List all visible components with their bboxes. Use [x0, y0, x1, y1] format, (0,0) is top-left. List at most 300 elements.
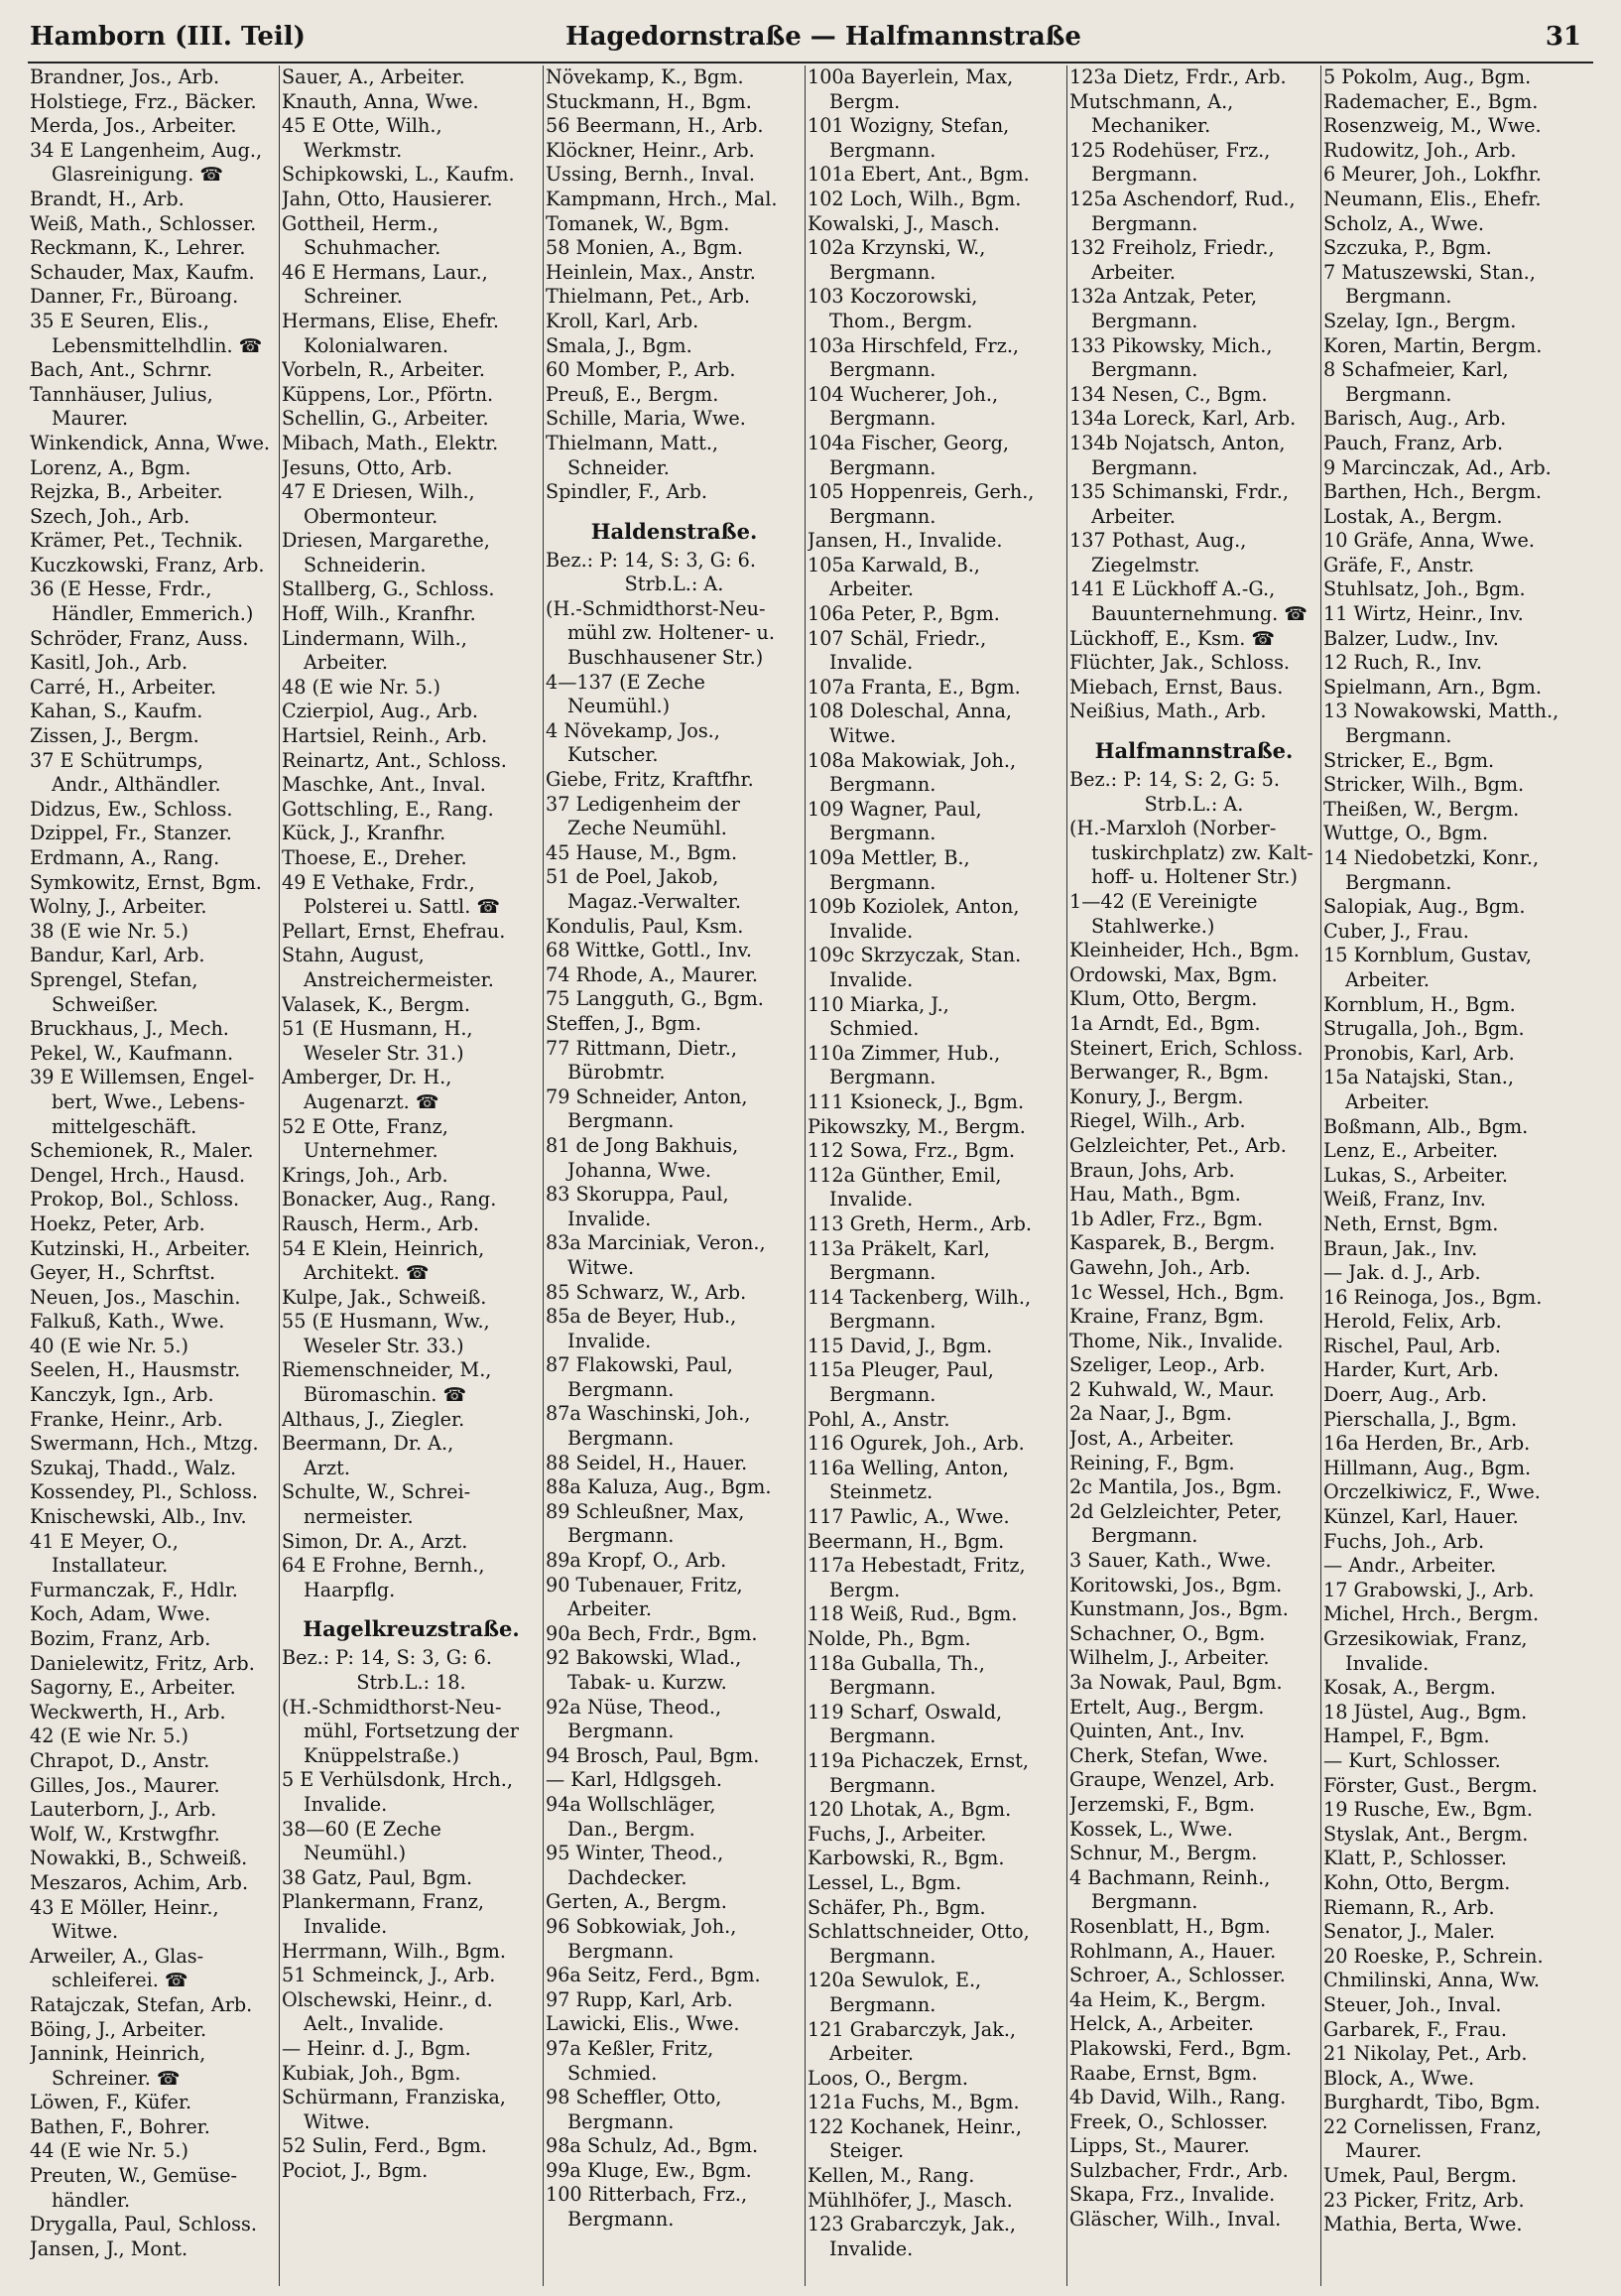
entry-continuation: Knüppelstraße.) [304, 1743, 460, 1767]
entry-continuation: Bergmann. [567, 2208, 675, 2232]
directory-entry: Schauder, Max, Kaufm. [30, 260, 255, 284]
directory-entry: Riegel, Wilh., Arb. [1069, 1109, 1246, 1133]
directory-entry: — Heinr. d. J., Bgm. [282, 2036, 471, 2060]
directory-entry: 11 Wirtz, Heinr., Inv. [1323, 602, 1524, 626]
entry-continuation: Arbeiter. [304, 651, 389, 675]
directory-entry: 17 Grabowski, J., Arb. [1323, 1578, 1535, 1601]
directory-entry: Helck, A., Arbeiter. [1069, 2012, 1254, 2036]
directory-entry: 96a Seitz, Ferd., Bgm. [546, 1964, 761, 1987]
directory-entry: 119a Pichaczek, Ernst, [808, 1748, 1029, 1772]
entry-continuation: Invalide. [829, 651, 914, 675]
directory-entry: 112a Günther, Emil, [808, 1163, 1002, 1187]
directory-entry: Freek, O., Schlosser. [1069, 2109, 1269, 2133]
directory-entry: — Karl, Hdlgsgeh. [546, 1768, 722, 1792]
entry-continuation: Bergmann. [1091, 163, 1198, 187]
directory-entry: Jost, A., Arbeiter. [1069, 1427, 1235, 1451]
entry-continuation: Unternehmer. [304, 1139, 438, 1163]
directory-entry: Quinten, Ant., Inv. [1069, 1720, 1246, 1743]
directory-entry: Zissen, J., Bergm. [30, 724, 199, 748]
entry-continuation: Händler, Emmerich.) [52, 602, 254, 626]
entry-continuation: Schuhmacher. [304, 236, 441, 260]
directory-entry: 120 Lhotak, A., Bgm. [808, 1798, 1012, 1822]
directory-entry: Garbarek, F., Frau. [1323, 2017, 1508, 2041]
column-5 [1067, 65, 1321, 2286]
directory-entry: Styslak, Ant., Bergm. [1323, 1822, 1529, 1846]
entry-continuation: Weseler Str. 31.) [304, 1041, 464, 1065]
directory-entry: Lorenz, A., Bgm. [30, 455, 191, 479]
directory-entry: Kossek, L., Wwe. [1069, 1817, 1233, 1841]
directory-entry: Chrapot, D., Anstr. [30, 1748, 210, 1772]
entry-continuation: Bergmann. [829, 260, 936, 284]
directory-entry: Seelen, H., Hausmstr. [30, 1358, 241, 1382]
directory-entry: Kampmann, Hrch., Mal. [546, 187, 778, 210]
directory-entry: Skapa, Frz., Invalide. [1069, 2183, 1276, 2207]
directory-entry: Gräfe, F., Anstr. [1323, 553, 1475, 576]
directory-entry: 113 Greth, Herm., Arb. [808, 1212, 1033, 1235]
entry-continuation: Johanna, Wwe. [567, 1158, 711, 1182]
directory-entry: Kornblum, H., Bgm. [1323, 992, 1516, 1016]
entry-continuation: Bergm. [829, 1578, 901, 1601]
directory-entry: Pronobis, Karl, Arb. [1323, 1041, 1515, 1065]
directory-entry: Kasitl, Joh., Arb. [30, 651, 188, 675]
directory-entry: Kondulis, Paul, Ksm. [546, 914, 744, 938]
directory-entry: Pekel, W., Kaufmann. [30, 1041, 234, 1065]
directory-entry: Stricker, E., Bgm. [1323, 748, 1495, 772]
directory-entry: Szeliger, Leop., Arb. [1069, 1353, 1266, 1377]
entry-continuation: Schweißer. [52, 992, 159, 1016]
directory-entry: Rademacher, E., Bgm. [1323, 89, 1539, 113]
directory-entry: Arweiler, A., Glas- [30, 1944, 204, 1968]
entry-continuation: Bergmann. [829, 1992, 936, 2016]
directory-entry: 88 Seidel, H., Hauer. [546, 1451, 748, 1474]
entry-continuation: Steiger. [829, 2139, 905, 2163]
entry-continuation: Bergmann. [1091, 211, 1198, 235]
entry-continuation: Invalide. [829, 2236, 914, 2260]
directory-entry: Klatt, P., Schlosser. [1323, 1847, 1507, 1870]
directory-entry: 36 (E Hesse, Frdr., [30, 577, 212, 601]
directory-entry: Hartsiel, Reinh., Arb. [282, 724, 488, 748]
directory-entry: 40 (E wie Nr. 5.) [30, 1334, 188, 1357]
directory-entry: Brandt, H., Arb. [30, 187, 185, 210]
directory-entry: 64 E Frohne, Bernh., [282, 1554, 485, 1578]
directory-entry: Herrmann, Wilh., Bgm. [282, 1939, 506, 1963]
directory-entry: Michel, Hrch., Bergm. [1323, 1602, 1540, 1626]
directory-entry: Schlattschneider, Otto, [808, 1920, 1030, 1944]
directory-entry: 47 E Driesen, Wilh., [282, 480, 475, 504]
directory-entry: 125 Rodehüser, Frz., [1069, 138, 1271, 162]
entry-continuation: Lebensmittelhdlin. ☎ [52, 333, 263, 357]
directory-entry: Grzesikowiak, Franz, [1323, 1627, 1528, 1650]
directory-entry: Kraine, Franz, Bgm. [1069, 1305, 1265, 1329]
directory-entry: Bez.: P: 14, S: 3, G: 6. [282, 1646, 492, 1670]
directory-entry: 42 (E wie Nr. 5.) [30, 1724, 188, 1748]
directory-entry: 104 Wucherer, Joh., [808, 382, 999, 406]
directory-entry: 98a Schulz, Ad., Bgm. [546, 2134, 759, 2158]
directory-entry: Jannink, Heinrich, [30, 2042, 206, 2066]
directory-entry: 48 (E wie Nr. 5.) [282, 675, 440, 699]
directory-entry: Kellen, M., Rang. [808, 2164, 975, 2188]
directory-entry: Lipps, St., Maurer. [1069, 2134, 1250, 2158]
directory-entry: Raabe, Ernst, Bgm. [1069, 2061, 1258, 2085]
directory-entry: Pauch, Franz, Arb. [1323, 431, 1504, 454]
directory-entry: 120a Sewulok, E., [808, 1969, 982, 1992]
entry-continuation: Bergmann. [829, 504, 936, 528]
directory-entry: Graupe, Wenzel, Arb. [1069, 1768, 1276, 1792]
directory-entry: 14 Niedobetzki, Konr., [1323, 846, 1540, 869]
entry-continuation: Bergmann. [829, 822, 936, 845]
entry-continuation: Arbeiter. [829, 2042, 915, 2066]
directory-entry: 22 Cornelissen, Franz, [1323, 2114, 1543, 2138]
directory-entry: Pikowszky, M., Bergm. [808, 1114, 1026, 1138]
directory-entry: Pohl, A., Anstr. [808, 1407, 950, 1431]
directory-entry: 15a Natajski, Stan., [1323, 1066, 1514, 1089]
entry-continuation: Schreiner. ☎ [52, 2066, 181, 2090]
directory-entry: Carré, H., Arbeiter. [30, 675, 217, 699]
directory-entry: Scholz, A., Wwe. [1323, 211, 1484, 235]
directory-entry: Koch, Adam, Wwe. [30, 1602, 211, 1626]
directory-entry: Fuchs, Joh., Arb. [1323, 1529, 1485, 1553]
directory-entry: Salopiak, Aug., Bgm. [1323, 895, 1526, 919]
directory-entry: Preuten, W., Gemüse- [30, 2164, 237, 2188]
directory-entry: Spindler, F., Arb. [546, 480, 707, 504]
directory-entry: Barisch, Aug., Arb. [1323, 407, 1507, 431]
directory-entry: 112 Sowa, Frz., Bgm. [808, 1139, 1016, 1163]
directory-entry: Knauth, Anna, Wwe. [282, 89, 479, 113]
directory-entry: Gawehn, Joh., Arb. [1069, 1255, 1251, 1279]
entry-continuation: Bergmann. [567, 2109, 675, 2133]
directory-entry: 43 E Möller, Heinr., [30, 1895, 219, 1919]
directory-entry: Boßmann, Alb., Bgm. [1323, 1114, 1529, 1138]
entry-continuation: Bergm. [829, 89, 901, 113]
directory-entry: Erdmann, A., Rang. [30, 846, 220, 869]
entry-continuation: Schmied. [829, 1017, 920, 1041]
directory-entry: 134 Nesen, C., Bgm. [1069, 382, 1268, 406]
directory-entry: 100a Bayerlein, Max, [808, 65, 1014, 88]
entry-continuation: Bergmann. [567, 1377, 675, 1401]
entry-continuation: Arbeiter. [829, 577, 915, 601]
entry-continuation: Bergmann. [829, 358, 936, 382]
directory-entry: Ordowski, Max, Bgm. [1069, 962, 1278, 986]
entry-continuation: Bergmann. [567, 1524, 675, 1548]
directory-entry: 118 Weiß, Rud., Bgm. [808, 1602, 1018, 1626]
column-2 [280, 65, 544, 2286]
directory-entry: Sulzbacher, Frdr., Arb. [1069, 2158, 1289, 2182]
directory-entry: 92a Nüse, Theod., [546, 1695, 722, 1719]
entry-continuation: Arbeiter. [567, 1597, 653, 1621]
directory-entry: Weckwerth, H., Arb. [30, 1700, 226, 1723]
directory-entry: Hau, Math., Bgm. [1069, 1183, 1241, 1207]
entry-continuation: Bergmann. [829, 1676, 936, 1700]
directory-entry: 85a de Beyer, Hub., [546, 1305, 737, 1329]
directory-entry: Reinartz, Ant., Schloss. [282, 748, 507, 772]
directory-entry: 85 Schwarz, W., Arb. [546, 1280, 747, 1304]
directory-entry: Strb.L.: 18. [356, 1671, 466, 1694]
directory-entry: 44 (E wie Nr. 5.) [30, 2139, 188, 2163]
directory-entry: 134a Loreck, Karl, Arb. [1069, 407, 1297, 431]
entry-continuation: Witwe. [52, 1920, 119, 1944]
directory-entry: Doerr, Aug., Arb. [1323, 1383, 1487, 1407]
directory-entry: 4b David, Wilh., Rang. [1069, 2086, 1287, 2109]
directory-entry: 19 Rusche, Ew., Bgm. [1323, 1798, 1533, 1822]
directory-entry: Thome, Nik., Invalide. [1069, 1329, 1284, 1352]
entry-continuation: mühl, Fortsetzung der [304, 1720, 519, 1743]
directory-entry: 132 Freiholz, Friedr., [1069, 236, 1275, 260]
directory-entry: 119 Scharf, Oswald, [808, 1700, 1003, 1723]
directory-entry: Ertelt, Aug., Bergm. [1069, 1695, 1265, 1719]
directory-entry: Braun, Johs, Arb. [1069, 1158, 1235, 1182]
directory-entry: Danielewitz, Fritz, Arb. [30, 1651, 255, 1675]
directory-entry: Simon, Dr. A., Arzt. [282, 1529, 468, 1553]
directory-entry: Rosenzweig, M., Wwe. [1323, 114, 1542, 138]
entry-continuation: Mechaniker. [1091, 114, 1211, 138]
directory-entry: 94a Wollschläger, [546, 1792, 716, 1816]
entry-continuation: Invalide. [829, 919, 914, 943]
entry-continuation: Bergmann. [829, 773, 936, 797]
directory-entry: Strugalla, Joh., Bgm. [1323, 1017, 1525, 1041]
directory-entry: Spielmann, Arn., Bgm. [1323, 675, 1542, 699]
directory-entry: Kubiak, Joh., Bgm. [282, 2061, 461, 2085]
directory-entry: Kosak, A., Bergm. [1323, 1676, 1496, 1700]
directory-entry: 1a Arndt, Ed., Bgm. [1069, 1011, 1261, 1035]
directory-entry: 115a Pleuger, Paul, [808, 1358, 994, 1382]
directory-entry: Schäfer, Ph., Bgm. [808, 1895, 986, 1919]
directory-entry: Löwen, F., Küfer. [30, 2091, 192, 2114]
directory-entry: Harder, Kurt, Arb. [1323, 1358, 1500, 1382]
directory-entry: — Jak. d. J., Arb. [1323, 1261, 1481, 1285]
entry-continuation: bert, Wwe., Lebens- [52, 1089, 245, 1113]
directory-entry: 16 Reinoga, Jos., Bgm. [1323, 1285, 1543, 1309]
directory-entry: Mühlhöfer, J., Masch. [808, 2188, 1013, 2212]
directory-entry: Sprengel, Stefan, [30, 967, 198, 991]
directory-entry: 54 E Klein, Heinrich, [282, 1236, 485, 1260]
directory-entry: Maschke, Ant., Inval. [282, 773, 486, 797]
entry-continuation: Arzt. [304, 1456, 350, 1479]
directory-entry: 4 Növekamp, Jos., [546, 718, 720, 742]
directory-entry: 108 Doleschal, Anna, [808, 700, 1012, 723]
directory-entry: Konury, J., Bergm. [1069, 1084, 1244, 1108]
directory-entry: Driesen, Margarethe, [282, 529, 490, 553]
directory-entry: 97a Keßler, Fritz, [546, 2036, 714, 2060]
entry-continuation: Schmied. [567, 2061, 658, 2085]
entry-continuation: Arbeiter. [1091, 504, 1177, 528]
directory-entry: 51 Schmeinck, J., Arb. [282, 1964, 496, 1987]
directory-entry: Steinert, Erich, Schloss. [1069, 1036, 1304, 1060]
entry-continuation: mittelgeschäft. [52, 1114, 197, 1138]
directory-entry: 37 Ledigenheim der [546, 792, 740, 816]
entry-continuation: Bergmann. [829, 870, 936, 894]
directory-entry: 23 Picker, Fritz, Arb. [1323, 2188, 1525, 2212]
directory-entry: 107 Schäl, Friedr., [808, 626, 987, 650]
directory-entry: 75 Langguth, G., Bgm. [546, 987, 764, 1011]
directory-entry: 137 Pothast, Aug., [1069, 529, 1247, 553]
directory-entry: 101 Wozigny, Stefan, [808, 114, 1010, 138]
directory-entry: Stahn, August, [282, 944, 425, 967]
directory-entry: Tannhäuser, Julius, [30, 382, 213, 406]
directory-entry: Riemann, R., Arb. [1323, 1895, 1495, 1919]
directory-entry: Wolny, J., Arbeiter. [30, 895, 207, 919]
entry-continuation: Bergmann. [1091, 455, 1198, 479]
directory-entry: 1—42 (E Vereinigte [1069, 890, 1258, 913]
entry-continuation: Dan., Bergm. [567, 1817, 695, 1841]
directory-entry: Barthen, Hch., Bergm. [1323, 480, 1543, 504]
directory-entry: Meszaros, Achim, Arb. [30, 1870, 249, 1894]
columns [28, 65, 1601, 2286]
directory-entry: — Kurt, Schlosser. [1323, 1748, 1501, 1772]
entry-continuation: Schneiderin. [304, 553, 427, 576]
directory-entry: 12 Ruch, R., Inv. [1323, 651, 1482, 675]
entry-continuation: Bergmann. [567, 1939, 675, 1963]
directory-entry: 100 Ritterbach, Frz., [546, 2183, 748, 2207]
directory-entry: Rudowitz, Joh., Arb. [1323, 138, 1517, 162]
directory-entry: 8 Schafmeier, Karl, [1323, 358, 1509, 382]
directory-entry: 3 Sauer, Kath., Wwe. [1069, 1549, 1272, 1573]
directory-entry: Neumann, Elis., Ehefr. [1323, 187, 1542, 210]
directory-entry: Jansen, J., Mont. [30, 2236, 188, 2260]
directory-entry: Loos, O., Bergm. [808, 2066, 968, 2090]
directory-entry: 34 E Langenheim, Aug., [30, 138, 263, 162]
street-heading: Haldenstraße. [590, 518, 758, 544]
directory-entry: Szech, Joh., Arb. [30, 504, 190, 528]
directory-entry: Jahn, Otto, Hausierer. [282, 187, 493, 210]
directory-entry: 15 Kornblum, Gustav, [1323, 944, 1532, 967]
entry-continuation: Andr., Althändler. [52, 773, 221, 797]
directory-entry: Förster, Gust., Bergm. [1323, 1773, 1538, 1797]
directory-entry: 2 Kuhwald, W., Maur. [1069, 1377, 1275, 1401]
directory-entry: Fuchs, J., Arbeiter. [808, 1822, 987, 1846]
entry-continuation: Installateur. [52, 1554, 169, 1578]
directory-entry: Mibach, Math., Elektr. [282, 431, 499, 454]
entry-continuation: Kolonialwaren. [304, 333, 448, 357]
header-rule [28, 62, 1593, 64]
directory-entry: Steuer, Joh., Inval. [1323, 1992, 1502, 2016]
directory-entry: 37 E Schütrumps, [30, 748, 203, 772]
directory-entry: 41 E Meyer, O., [30, 1529, 179, 1553]
directory-entry: Ussing, Bernh., Inval. [546, 163, 755, 187]
directory-entry: Rohlmann, A., Hauer. [1069, 1939, 1277, 1963]
directory-entry: 87 Flakowski, Paul, [546, 1353, 733, 1377]
directory-entry: Mathia, Berta, Wwe. [1323, 2213, 1523, 2236]
directory-entry: (H.-Schmidthorst-Neu- [546, 596, 766, 620]
entry-continuation: Augenarzt. ☎ [304, 1089, 439, 1113]
street-heading: Halfmannstraße. [1094, 738, 1294, 764]
directory-entry: 98 Scheffler, Otto, [546, 2086, 722, 2109]
directory-entry: Növekamp, K., Bgm. [546, 65, 744, 88]
directory-entry: Wolf, W., Krstwgfhr. [30, 1822, 220, 1846]
entry-continuation: Anstreichermeister. [304, 967, 494, 991]
directory-entry: Herold, Felix, Arb. [1323, 1310, 1502, 1334]
directory-entry: Bonacker, Aug., Rang. [282, 1188, 497, 1212]
entry-continuation: Büromaschin. ☎ [304, 1383, 467, 1407]
header-street-range: Hagedornstraße — Halfmannstraße [565, 22, 1081, 52]
directory-entry: Orczelkiwicz, F., Wwe. [1323, 1480, 1541, 1504]
entry-continuation: Magaz.-Verwalter. [567, 890, 741, 913]
directory-entry: Kunstmann, Jos., Bgm. [1069, 1597, 1289, 1621]
directory-entry: Koritowski, Jos., Bgm. [1069, 1573, 1283, 1596]
directory-entry: 52 Sulin, Ferd., Bgm. [282, 2134, 487, 2158]
directory-entry: 52 E Otte, Franz, [282, 1114, 448, 1138]
directory-entry: Tomanek, W., Bgm. [546, 211, 730, 235]
header-left: Hamborn (III. Teil) [30, 22, 306, 52]
directory-entry: Furmanczak, F., Hdlr. [30, 1578, 238, 1601]
directory-entry: Jesuns, Otto, Arb. [282, 455, 452, 479]
directory-entry: 9 Marcinczak, Ad., Arb. [1323, 455, 1552, 479]
street-heading: Hagelkreuzstraße. [303, 1616, 520, 1642]
directory-entry: Kulpe, Jak., Schweiß. [282, 1285, 487, 1309]
directory-entry: Hoekz, Peter, Arb. [30, 1212, 205, 1235]
directory-entry: 4 Bachmann, Reinh., [1069, 1865, 1271, 1889]
directory-entry: Weiß, Math., Schlosser. [30, 211, 257, 235]
directory-entry: 51 de Poel, Jakob, [546, 865, 719, 889]
directory-entry: Lenz, E., Arbeiter. [1323, 1139, 1499, 1163]
directory-entry: Lostak, A., Bergm. [1323, 504, 1503, 528]
directory-entry: Schachner, O., Bgm. [1069, 1621, 1266, 1645]
entry-continuation: Tabak- u. Kurzw. [567, 1671, 727, 1694]
directory-entry: Gilles, Jos., Maurer. [30, 1773, 220, 1797]
directory-entry: Krings, Joh., Arb. [282, 1163, 448, 1187]
entry-continuation: Invalide. [567, 1207, 652, 1230]
directory-entry: Szukaj, Thadd., Walz. [30, 1456, 237, 1479]
entry-continuation: Glasreinigung. ☎ [52, 163, 224, 187]
entry-continuation: nermeister. [304, 1505, 414, 1529]
directory-entry: 13 Nowakowski, Matth., [1323, 700, 1559, 723]
entry-continuation: Schneider. [567, 455, 670, 479]
directory-entry: Kahan, S., Kaufm. [30, 700, 203, 723]
directory-entry: Weiß, Franz, Inv. [1323, 1188, 1486, 1212]
directory-entry: 106a Peter, P., Bgm. [808, 602, 1000, 626]
directory-entry: 109a Mettler, B., [808, 846, 970, 869]
directory-entry: 115 David, J., Bgm. [808, 1334, 993, 1357]
directory-entry: 38—60 (E Zeche [282, 1817, 441, 1841]
directory-entry: 122 Kochanek, Heinr., [808, 2114, 1023, 2138]
entry-continuation: Invalide. [567, 1329, 652, 1352]
entry-continuation: Invalide. [829, 967, 914, 991]
directory-entry: Schulte, W., Schrei- [282, 1480, 471, 1504]
directory-entry: Senator, J., Maler. [1323, 1920, 1496, 1944]
entry-continuation: Bergmann. [829, 1944, 936, 1968]
directory-entry: 49 E Vethake, Frdr., [282, 870, 475, 894]
directory-entry: 107a Franta, E., Bgm. [808, 675, 1021, 699]
entry-continuation: Arbeiter. [1091, 260, 1177, 284]
directory-entry: Beermann, H., Bgm. [808, 1529, 1005, 1553]
directory-entry: 113a Präkelt, Karl, [808, 1236, 990, 1260]
directory-entry: 141 E Lückhoff A.-G., [1069, 577, 1276, 601]
directory-entry: 117a Hebestadt, Fritz, [808, 1554, 1026, 1578]
entry-continuation: Bauunternehmung. ☎ [1091, 602, 1309, 626]
directory-entry: 102a Krzynski, W., [808, 236, 986, 260]
directory-entry: Schipkowski, L., Kaufm. [282, 163, 515, 187]
directory-entry: 121a Fuchs, M., Bgm. [808, 2091, 1020, 2114]
directory-entry: Sagorny, E., Arbeiter. [30, 1676, 236, 1700]
directory-entry: 16a Herden, Br., Arb. [1323, 1432, 1531, 1456]
directory-entry: Schröder, Franz, Auss. [30, 626, 249, 650]
directory-entry: Sauer, A., Arbeiter. [282, 65, 465, 88]
column-1 [28, 65, 280, 2286]
entry-continuation: Buschhausener Str.) [567, 646, 764, 670]
entry-continuation: Neumühl.) [304, 1842, 407, 1865]
directory-entry: 135 Schimanski, Frdr., [1069, 480, 1289, 504]
directory-entry: Kück, J., Kranfhr. [282, 822, 446, 845]
directory-entry: Kohn, Otto, Bergm. [1323, 1870, 1511, 1894]
directory-entry: (H.-Schmidthorst-Neu- [282, 1695, 502, 1719]
directory-entry: 104a Fischer, Georg, [808, 431, 1009, 454]
directory-entry: Hampel, F., Bgm. [1323, 1724, 1490, 1748]
directory-entry: Stuhlsatz, Joh., Bgm. [1323, 577, 1526, 601]
directory-entry: Kossendey, Pl., Schloss. [30, 1480, 258, 1504]
directory-entry: 116a Welling, Anton, [808, 1456, 1009, 1479]
directory-entry: Krämer, Pet., Technik. [30, 529, 244, 553]
entry-continuation: Bergmann. [1091, 1890, 1198, 1914]
directory-entry: 1c Wessel, Hch., Bgm. [1069, 1280, 1285, 1304]
